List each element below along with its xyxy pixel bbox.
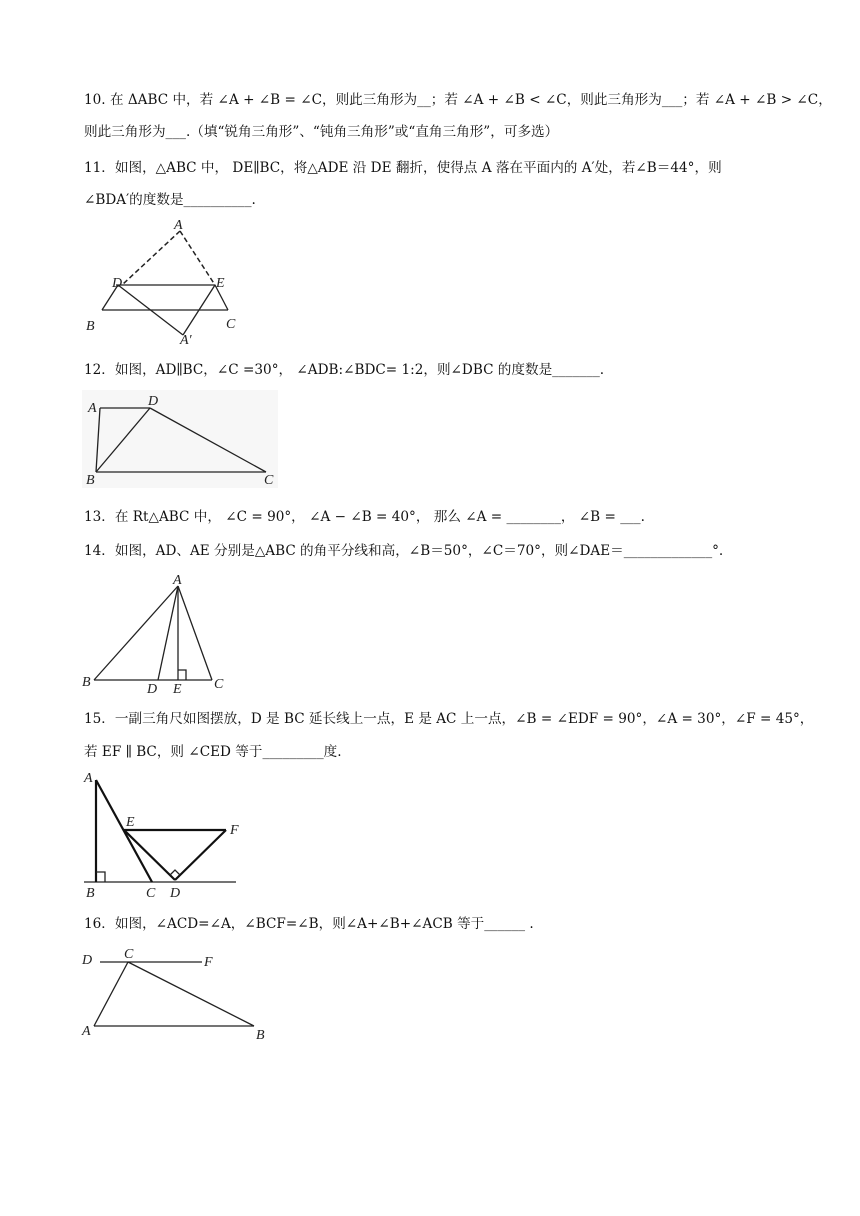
q11-segment-AE — [180, 231, 215, 285]
q15-label-B: B — [86, 886, 95, 901]
q12-label-B: B — [86, 473, 95, 488]
q15-label-E: E — [126, 815, 135, 830]
q14-label-A: A — [173, 573, 182, 588]
q14-label-B: B — [82, 675, 91, 690]
q16-label-D: D — [82, 953, 93, 968]
q10-text-line1: 10. 在 ΔABC 中，若 ∠A + ∠B = ∠C，则此三角形为__；若 ∠A + ∠B < ∠C，则此三角形为___；若 ∠A + ∠B > ∠C， — [84, 92, 832, 108]
q12-text-line1: 12．如图，AD∥BC，∠C =30°， ∠ADB:∠BDC= 1:2，则∠DBC 的度数是_______. — [84, 362, 605, 378]
q11-label-D: D — [112, 276, 123, 291]
q15-text-line1: 15．一副三角尺如图摆放，D 是 BC 延长线上一点，E 是 AC 上一点，∠B = ∠EDF = 90°，∠A = 30°，∠F = 45°， — [84, 711, 814, 727]
q16-label-B: B — [256, 1028, 265, 1042]
q14-right-angle-mark — [178, 670, 186, 680]
q16-segment-CB — [128, 962, 254, 1026]
q15-figure — [80, 766, 250, 902]
q16-segment-CA — [94, 962, 128, 1026]
q10-text-line2: 则此三角形为___.（填“锐角三角形”、“钝角三角形”或“直角三角形”，可多选） — [84, 124, 559, 140]
q15-label-D: D — [170, 886, 181, 901]
q15-text-line2: 若 EF ∥ BC，则 ∠CED 等于_________度. — [84, 744, 342, 760]
q14-segment-AD — [158, 586, 178, 680]
q16-label-C: C — [124, 947, 134, 962]
q11-label-C: C — [226, 317, 236, 332]
q11-text-line1: 11．如图，△ABC 中， DE∥BC，将△ADE 沿 DE 翻折，使得点 A 落在平面内的 A′处，若∠B＝44°，则 — [84, 160, 722, 176]
q12-figure-background — [82, 390, 278, 488]
q15-right-angle-B — [96, 872, 105, 882]
q14-segment-AB — [94, 586, 178, 680]
q15-segment-FD — [175, 830, 226, 880]
q13-text-line1: 13．在 Rt△ABC 中， ∠C = 90°， ∠A − ∠B = 40°， 那么 ∠A = ________， ∠B = ___. — [84, 509, 645, 525]
q16-label-A: A — [82, 1024, 91, 1039]
q15-label-C: C — [146, 886, 156, 901]
q16-figure — [78, 942, 278, 1042]
q15-right-angle-D — [170, 870, 180, 875]
q15-label-F: F — [230, 823, 239, 838]
q14-figure — [80, 570, 240, 695]
q12-figure — [82, 390, 278, 488]
q12-label-A: A — [88, 401, 97, 416]
q14-label-D: D — [147, 682, 158, 695]
q11-label-E: E — [216, 276, 225, 291]
q11-text-line2: ∠BDA′的度数是__________. — [84, 192, 256, 208]
q16-text-line1: 16．如图，∠ACD=∠A，∠BCF=∠B，则∠A+∠B+∠ACB 等于______ . — [84, 916, 534, 932]
q14-segment-AC — [178, 586, 212, 680]
q12-label-C: C — [264, 473, 274, 488]
q11-figure — [80, 215, 250, 345]
q14-label-E: E — [173, 682, 182, 695]
q15-segment-ED — [124, 830, 175, 880]
q15-label-A: A — [84, 771, 93, 786]
q14-label-C: C — [214, 677, 224, 692]
q12-label-D: D — [148, 394, 159, 409]
q14-text-line1: 14．如图，AD、AE 分别是△ABC 的角平分线和高，∠B＝50°，∠C＝70°，则∠DAE＝_____________°. — [84, 543, 724, 559]
q11-label-A-prime: A′ — [180, 333, 192, 345]
q11-label-B: B — [86, 319, 95, 334]
q11-segment-AD — [122, 231, 180, 285]
q16-label-F: F — [204, 955, 213, 970]
q11-label-A: A — [174, 218, 183, 233]
